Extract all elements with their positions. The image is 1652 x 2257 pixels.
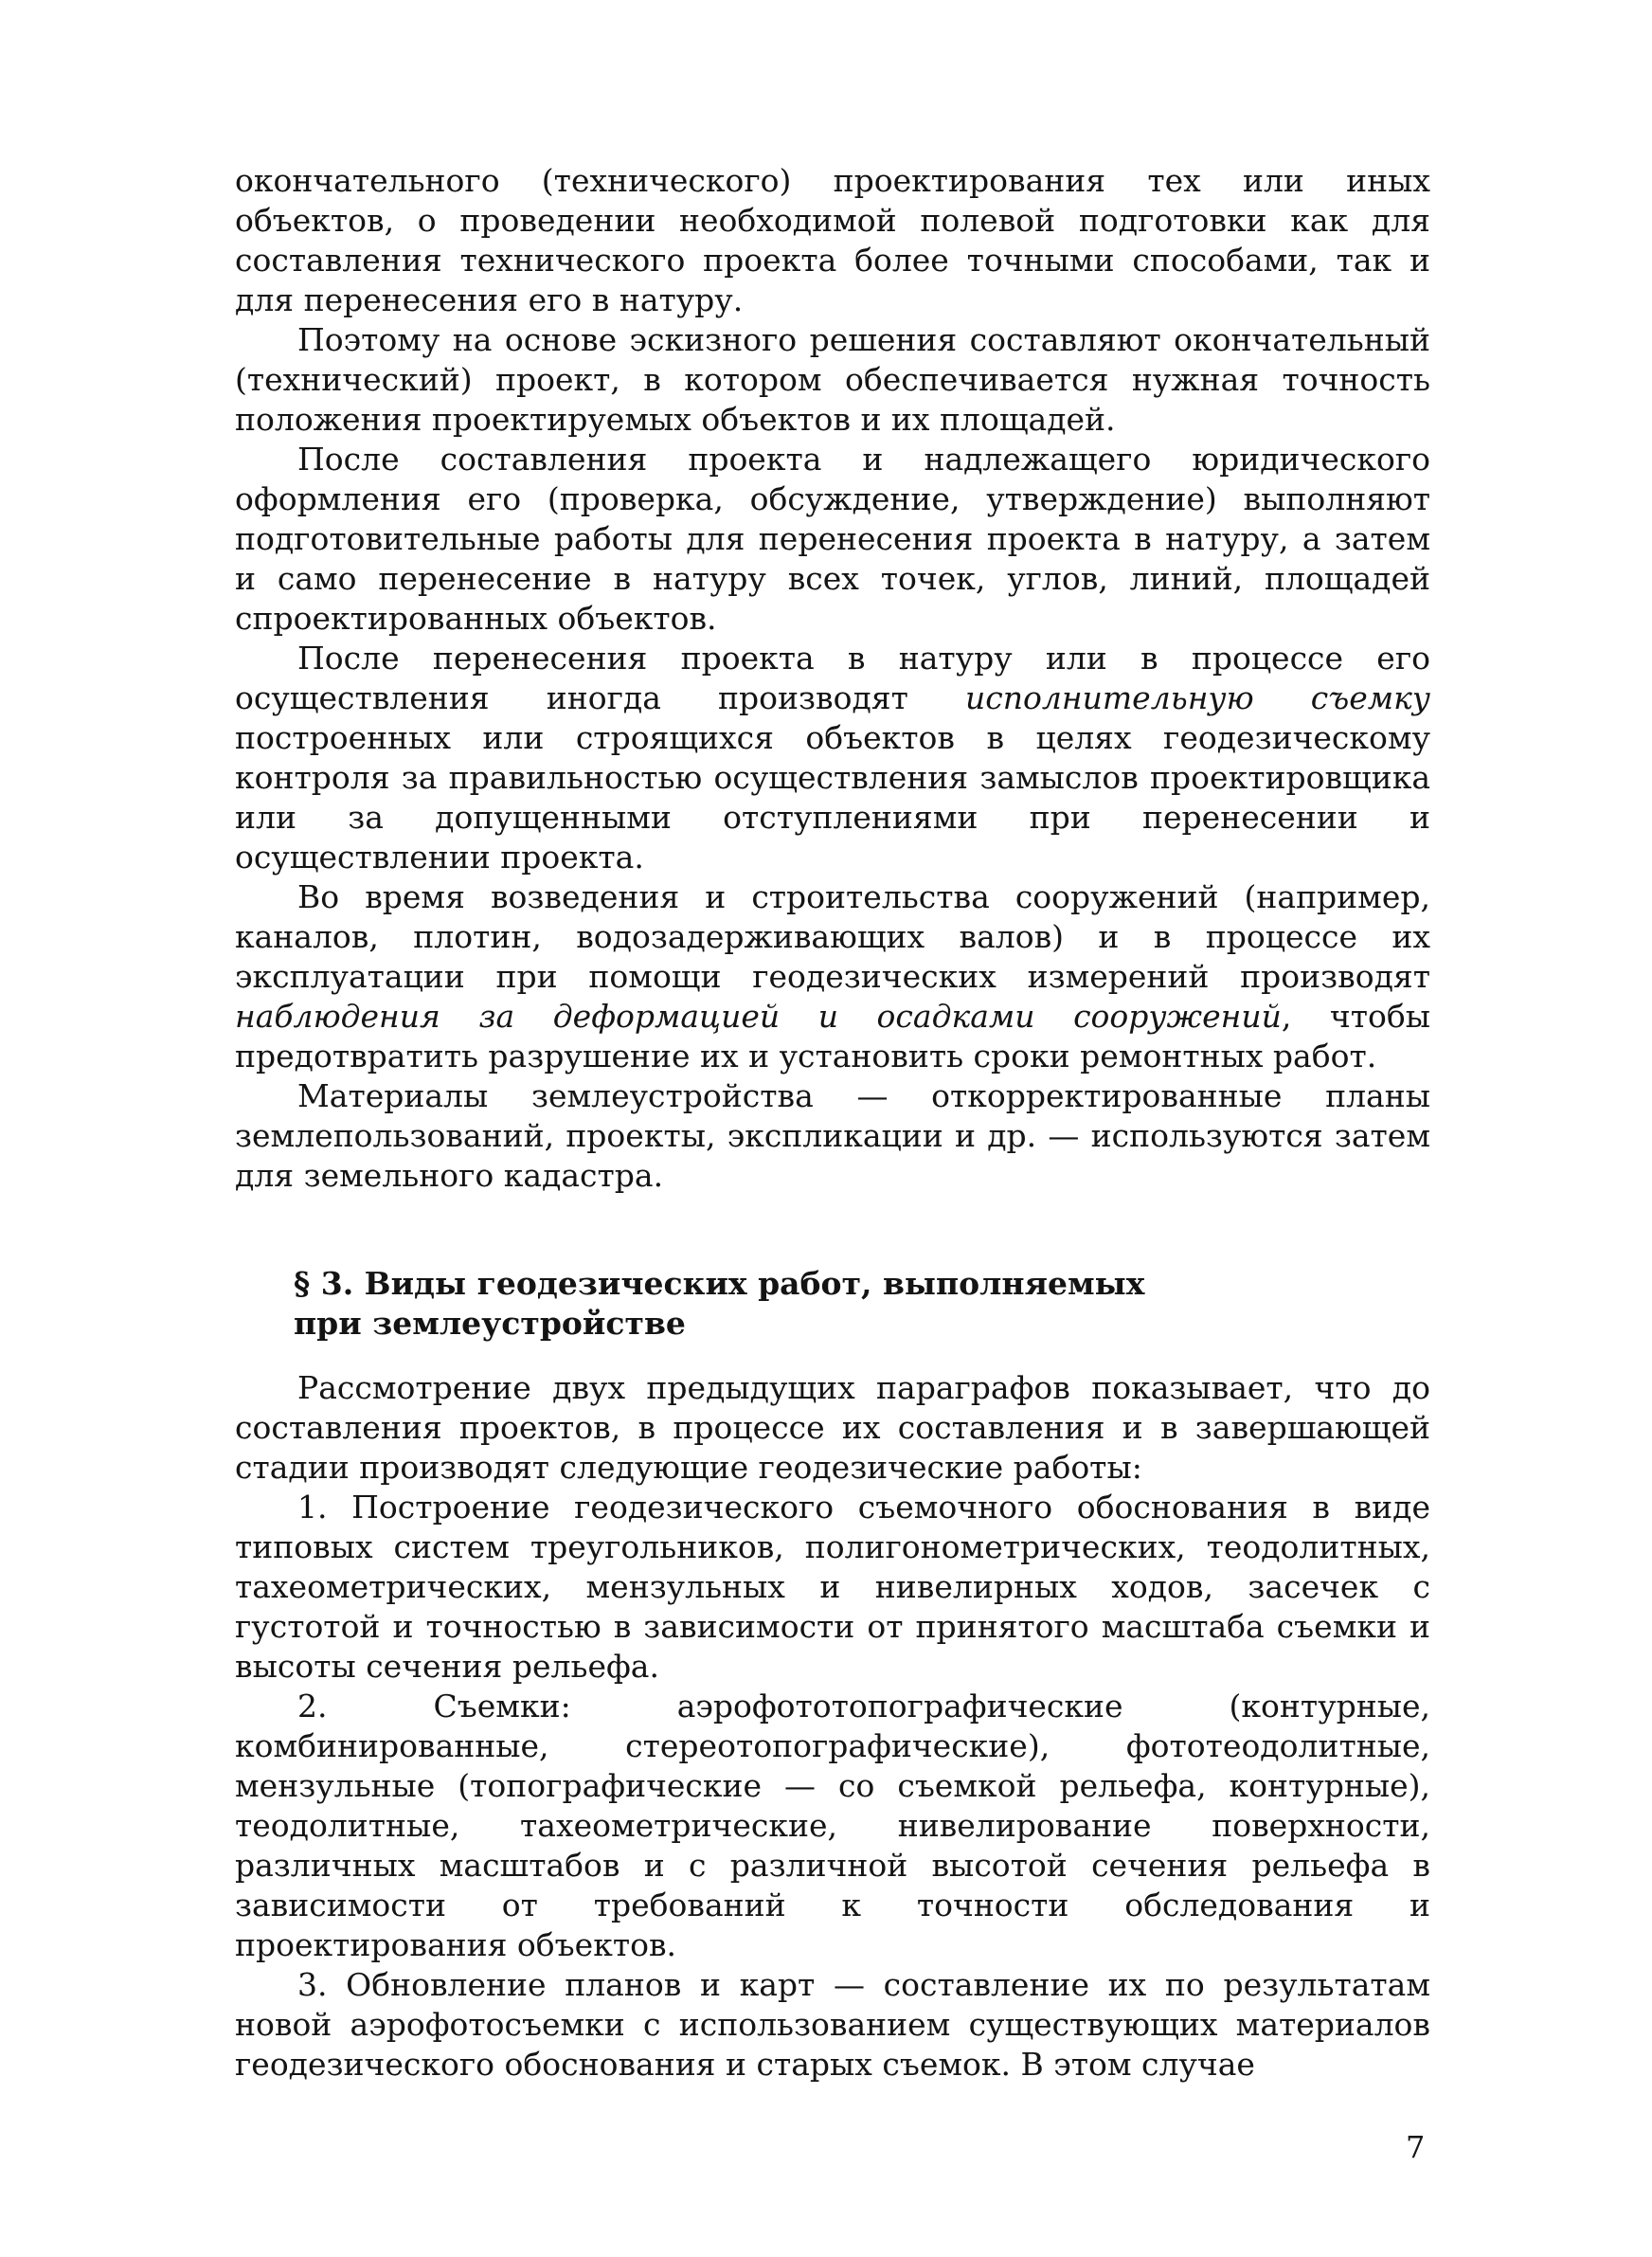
paragraph-as-built-text-start: После перенесения проекта в натуру или в процессе его осуществления иногда производят xyxy=(235,640,1430,716)
paragraph-deformation-text-start: Во время возведения и строительства сооружений (например, каналов, плотин, водозадерживающих валов) и в процессе их эксплуатации при помощи геодезических измерений производят xyxy=(235,878,1430,995)
paragraph-deformation-monitoring xyxy=(235,877,1430,1076)
paragraph-as-built-survey xyxy=(235,639,1430,877)
term-as-built-survey: исполнительную съемку xyxy=(965,679,1430,716)
term-deformation-observation: наблюдения за деформацией и осадками сооружений xyxy=(235,998,1282,1035)
section-intro: Рассмотрение двух предыдущих параграфов показывает, что до составления проектов, в процессе их составления и в завершающей стадии производят следующие геодезические работы: xyxy=(235,1369,1430,1486)
section-heading-line1: § 3. Виды геодезических работ, выполняемых xyxy=(294,1265,1145,1302)
section-spacer xyxy=(235,1196,1430,1264)
paragraph-deformation-text-end: , чтобы предотвратить разрушение их и установить сроки ремонтных работ. xyxy=(235,998,1430,1074)
paragraph-cadastre: Материалы землеустройства — откорректированные планы землепользований, проекты, экспликации и др. — используются затем для земельного кадастра. xyxy=(235,1077,1430,1194)
section-heading xyxy=(235,1264,1430,1344)
paragraph-as-built-text-end: построенных или строящихся объектов в целях геодезическому контроля за правильностью осуществления замыслов проектировщика или за допущенными отступлениями при перенесении и осуществлении проекта. xyxy=(235,719,1430,876)
list-item-1: 1. Построение геодезического съемочного обоснования в виде типовых систем треугольников, полигонометрических, теодолитных, тахеометрических, мензульных и нивелирных ходов, засечек с густотой и точностью в зависимости от принятого масштаба съемки и высоты сечения рельефа. xyxy=(235,1489,1430,1685)
heading-spacer xyxy=(235,1344,1430,1368)
paragraph-continuation: окончательного (технического) проектирования тех или иных объектов, о проведении необходимой полевой подготовки как для составления технического проекта более точными способами, так и для перенесения его в натуру. xyxy=(235,162,1430,318)
list-item-2: 2. Съемки: аэрофототопографические (контурные, комбинированные, стереотопографические), фототеодолитные, мензульные (топографические — со съемкой рельефа, контурные), теодолитные, тахеометрические, нивелирование поверхности, различных масштабов и с различной высотой сечения рельефа в зависимости от требований к точности обследования и проектирования объектов. xyxy=(235,1688,1430,1963)
section-heading-line2: при землеустройстве xyxy=(294,1305,686,1342)
list-item-3: 3. Обновление планов и карт — составление их по результатам новой аэрофотосъемки с использованием существующих материалов геодезического обоснования и старых съемок. В этом случае xyxy=(235,1966,1430,2083)
page-body xyxy=(235,161,1430,2085)
page-number: 7 xyxy=(1406,2129,1426,2165)
paragraph-final-project: Поэтому на основе эскизного решения составляют окончательный (технический) проект, в котором обеспечивается нужная точность положения проектируемых объектов и их площадей. xyxy=(235,321,1430,438)
paragraph-transfer-to-field: После составления проекта и надлежащего юридического оформления его (проверка, обсуждение, утверждение) выполняют подготовительные работы для перенесения проекта в натуру, а затем и само перенесение в натуру всех точек, углов, линий, площадей спроектированных объектов. xyxy=(235,441,1430,637)
